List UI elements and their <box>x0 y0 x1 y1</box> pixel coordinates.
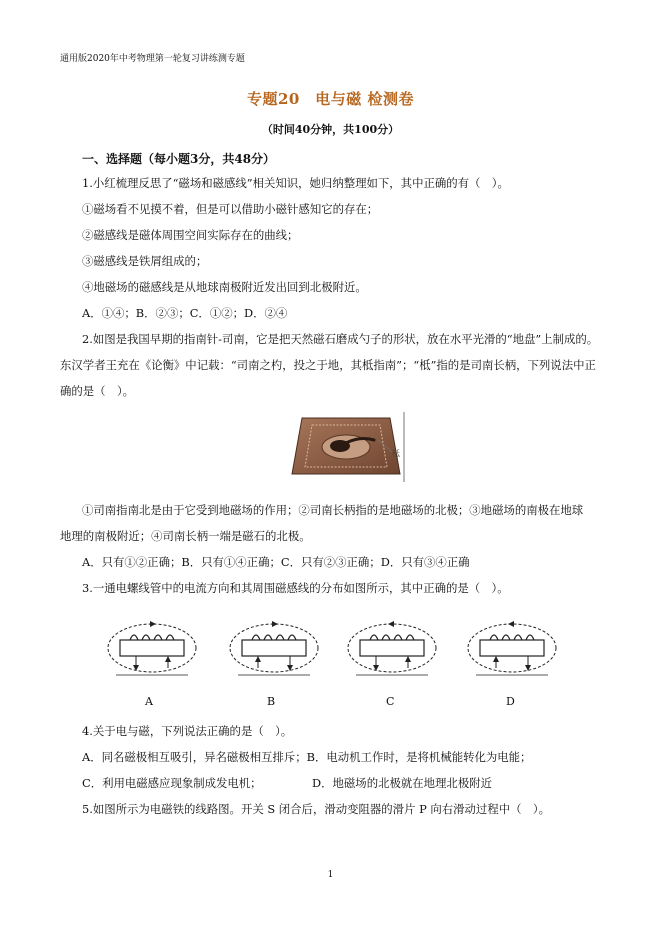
q2-stem-line-2: 东汉学者王充在《论衡》中记载：“司南之杓，投之于地，其柢指南”；“柢”指的是司南长柄，下列说法中正 <box>60 358 596 372</box>
sinan-compass-figure <box>288 410 406 482</box>
section-heading: 一、选择题（每小题3分，共48分） <box>82 152 276 166</box>
solenoid-figure-c <box>346 616 438 676</box>
q4-options-ab: A．同名磁极相互吸引，异名磁极相互排斥；B．电动机工作时，是将机械能转化为电能； <box>82 750 532 764</box>
page-header: 通用版2020年中考物理第一轮复习讲练测专题 <box>60 54 245 64</box>
figure-label-a: A <box>145 695 153 708</box>
solenoid-figure-a <box>106 616 198 676</box>
q5-stem: 5.如图所示为电磁铁的线路图。开关 S 闭合后，滑动变阻器的滑片 P 向右滑动过程中（ ）。 <box>82 802 550 816</box>
q1-statement-4: ④地磁场的磁感线是从地球南极附近发出回到北极附近。 <box>82 280 367 294</box>
figure-label-c: C <box>386 695 395 708</box>
figure-label-b: B <box>267 695 276 708</box>
q2-options: A．只有①②正确；B．只有①④正确；C．只有②③正确；D．只有③④正确 <box>82 555 470 569</box>
q2-stem-line-1: 2.如图是我国早期的指南针-司南，它是把天然磁石磨成勺子的形状，放在水平光滑的“地盘”上制成的。 <box>82 332 599 346</box>
q3-stem: 3.一通电螺线管中的电流方向和其周围磁感线的分布如图所示，其中正确的是（ ）。 <box>82 581 509 595</box>
q1-statement-2: ②磁感线是磁体周围空间实际存在的曲线； <box>82 228 299 242</box>
q4-option-c: C．利用电磁感应现象制成发电机； <box>82 776 262 790</box>
q2-statement-line-1: ①司南指南北是由于它受到地磁场的作用；②司南长柄指的是地磁场的北极；③地磁场的南极在地球 <box>82 503 584 517</box>
q1-statement-1: ①磁场看不见摸不着，但是可以借助小磁针感知它的存在； <box>82 202 379 216</box>
page-number: 1 <box>327 870 334 880</box>
q1-statement-3: ③磁感线是铁屑组成的； <box>82 254 208 268</box>
handle-label: 柢 <box>392 449 400 458</box>
solenoid-figure-d <box>466 616 558 676</box>
figure-label-d: D <box>506 695 515 708</box>
page-title: 专题20 电与磁 检测卷 <box>246 90 415 108</box>
q4-stem: 4.关于电与磁，下列说法正确的是（ ）。 <box>82 724 293 738</box>
solenoid-figure-b <box>228 616 320 676</box>
q4-option-d: D．地磁场的北极就在地理北极附近 <box>312 776 492 790</box>
q2-stem-line-3: 确的是（ ）。 <box>60 384 135 398</box>
q1-options: A．①④；B．②③；C．①②；D．②④ <box>82 306 288 320</box>
q2-statement-line-2: 地理的南极附近；④司南长柄一端是磁石的北极。 <box>60 529 311 543</box>
page-subtitle: （时间40分钟，共100分） <box>261 123 400 136</box>
q1-stem: 1.小红梳理反思了“磁场和磁感线”相关知识，她归纳整理如下，其中正确的有（ ）。 <box>82 176 509 190</box>
